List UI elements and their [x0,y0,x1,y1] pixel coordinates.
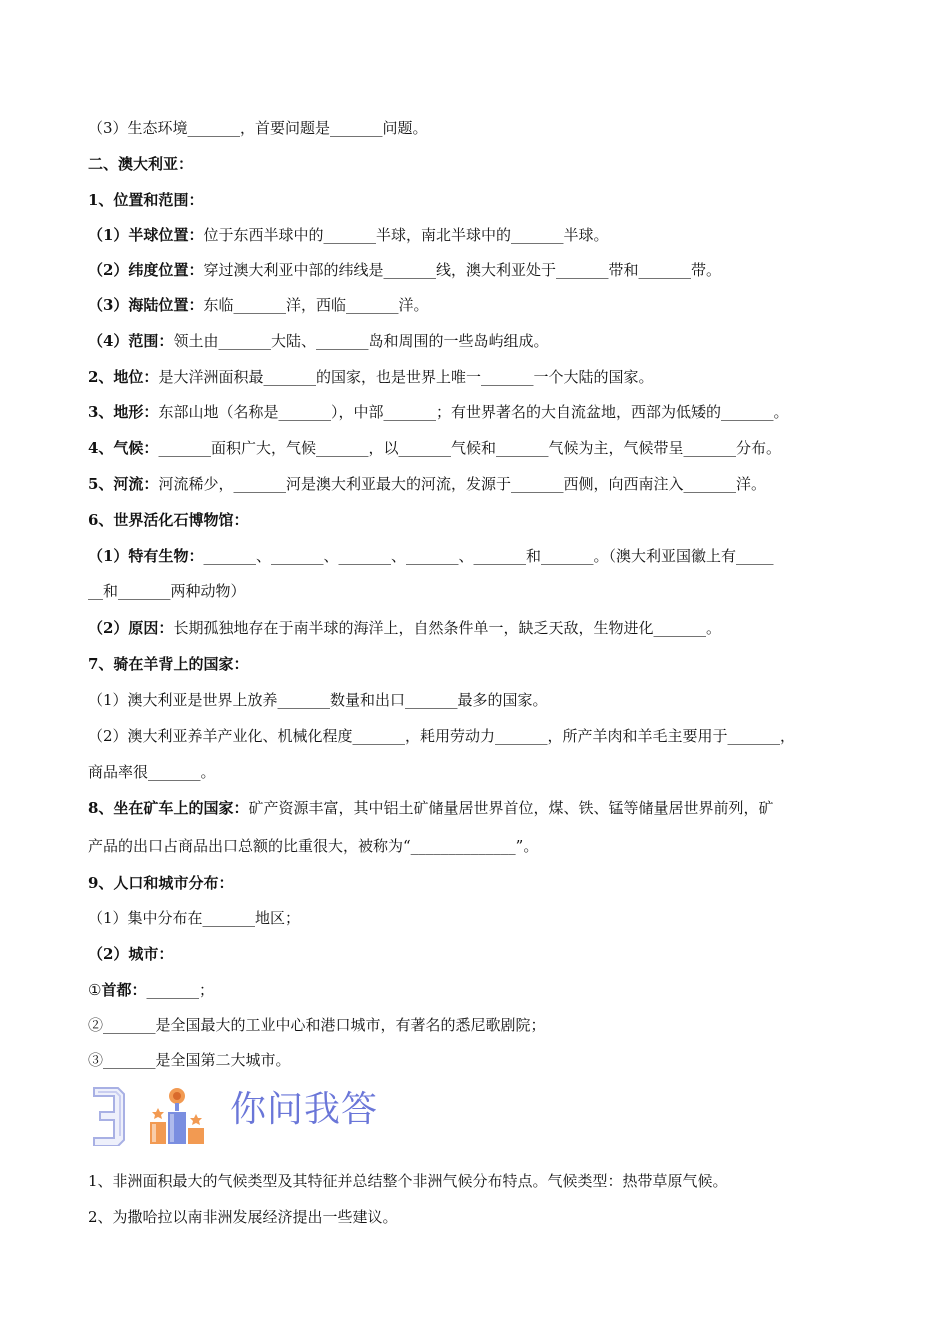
line-heading: （2）原因： [88,619,174,637]
podium-trophy-icon [146,1084,210,1146]
text-line [88,798,878,818]
line-text: 穿过澳大利亚中部的纬线是_______线，澳大利亚处于_______带和_______带。 [203,261,721,279]
text-line [88,836,878,856]
text-line [88,367,878,387]
section-header [88,1082,408,1148]
line-heading: （4）范围： [88,332,174,350]
line-heading: 二、澳大利亚： [88,155,194,173]
text-line [88,762,878,782]
line-text: 矿产资源丰富，其中铝土矿储量居世界首位，煤、铁、锰等储量居世界前列，矿 [248,799,774,817]
line-heading: 9、人口和城市分布： [88,874,234,892]
line-heading: 7、骑在羊背上的国家： [88,655,249,673]
line-text: （2）澳大利亚养羊产业化、机械化程度_______，耗用劳动力_______，所产羊肉和羊毛主要用于_______， [88,727,796,745]
line-text: 领土由_______大陆、_______岛和周围的一些岛屿组成。 [173,332,549,350]
text-line [88,402,878,422]
text-line [88,260,878,280]
text-line [88,654,878,674]
text-line [88,546,878,566]
line-heading: （2）城市： [88,945,174,963]
text-line [88,225,878,245]
text-line [88,474,878,494]
text-line [88,190,878,210]
section-title: 你问我答 [230,1089,379,1130]
line-text: （3）生态环境_______，首要问题是_______问题。 [88,119,428,137]
section-number-icon [88,1084,128,1146]
line-text: 是大洋洲面积最_______的国家，也是世界上唯一_______一个大陆的国家。 [158,368,654,386]
line-heading: （1）半球位置： [88,226,204,244]
text-line [88,1050,878,1070]
line-text: _______面积广大，气候_______，以_______气候和_______气候为主，气候带呈_______分布。 [158,439,781,457]
line-text: __和_______两种动物） [88,582,246,600]
line-text: 河流稀少，_______河是澳大利亚最大的河流，发源于_______西侧，向西南注入_______洋。 [158,475,766,493]
text-line [88,331,878,351]
text-line [88,295,878,315]
line-text: 商品率很_______。 [88,763,216,781]
line-heading: 3、地形： [88,403,159,421]
line-heading: 首都： [101,981,147,999]
line-heading: （1）特有生物： [88,547,204,565]
text-line [88,726,878,746]
text-line [88,581,878,601]
question-item: 1、非洲面积最大的气候类型及其特征并总结整个非洲气候分布特点。气候类型：热带草原气候。 [88,1172,728,1190]
line-text: 东部山地（名称是_______），中部_______；有世界著名的大自流盆地，西部为低矮的_______。 [158,403,789,421]
line-heading: 2、地位： [88,368,159,386]
line-text: ②_______是全国最大的工业中心和港口城市，有著名的悉尼歌剧院； [88,1016,546,1034]
line-text: _______、_______、_______、_______、_______和_______。（澳大利亚国徽上有_____ [203,547,774,565]
line-prefix: ① [88,981,102,999]
text-line [88,690,878,710]
line-heading: 1、位置和范围： [88,191,204,209]
line-text: 东临_______洋，西临_______洋。 [203,296,429,314]
text-line [88,908,878,928]
line-text: 产品的出口占商品出口总额的比重很大，被称为“______________”。 [88,837,539,855]
text-line [88,1015,878,1035]
line-text: _______； [146,981,214,999]
line-heading: 8、坐在矿车上的国家： [88,799,249,817]
text-line [88,438,878,458]
question-item: 2、为撒哈拉以南非洲发展经济提出一些建议。 [88,1208,398,1226]
text-line [88,980,878,1000]
line-heading: （3）海陆位置： [88,296,204,314]
text-line [88,510,878,530]
line-text: （1）集中分布在_______地区； [88,909,301,927]
text-line [88,944,878,964]
line-text: ③_______是全国第二大城市。 [88,1051,291,1069]
text-line [88,118,878,138]
line-text: 位于东西半球中的_______半球，南北半球中的_______半球。 [203,226,609,244]
line-text: （1）澳大利亚是世界上放养_______数量和出口_______最多的国家。 [88,691,548,709]
text-line [88,618,878,638]
line-heading: （2）纬度位置： [88,261,204,279]
line-heading: 6、世界活化石博物馆： [88,511,249,529]
text-line [88,154,878,174]
line-heading: 5、河流： [88,475,159,493]
text-line [88,873,878,893]
line-heading: 4、气候： [88,439,159,457]
line-text: 长期孤独地存在于南半球的海洋上，自然条件单一，缺乏天敌，生物进化_______。 [173,619,721,637]
